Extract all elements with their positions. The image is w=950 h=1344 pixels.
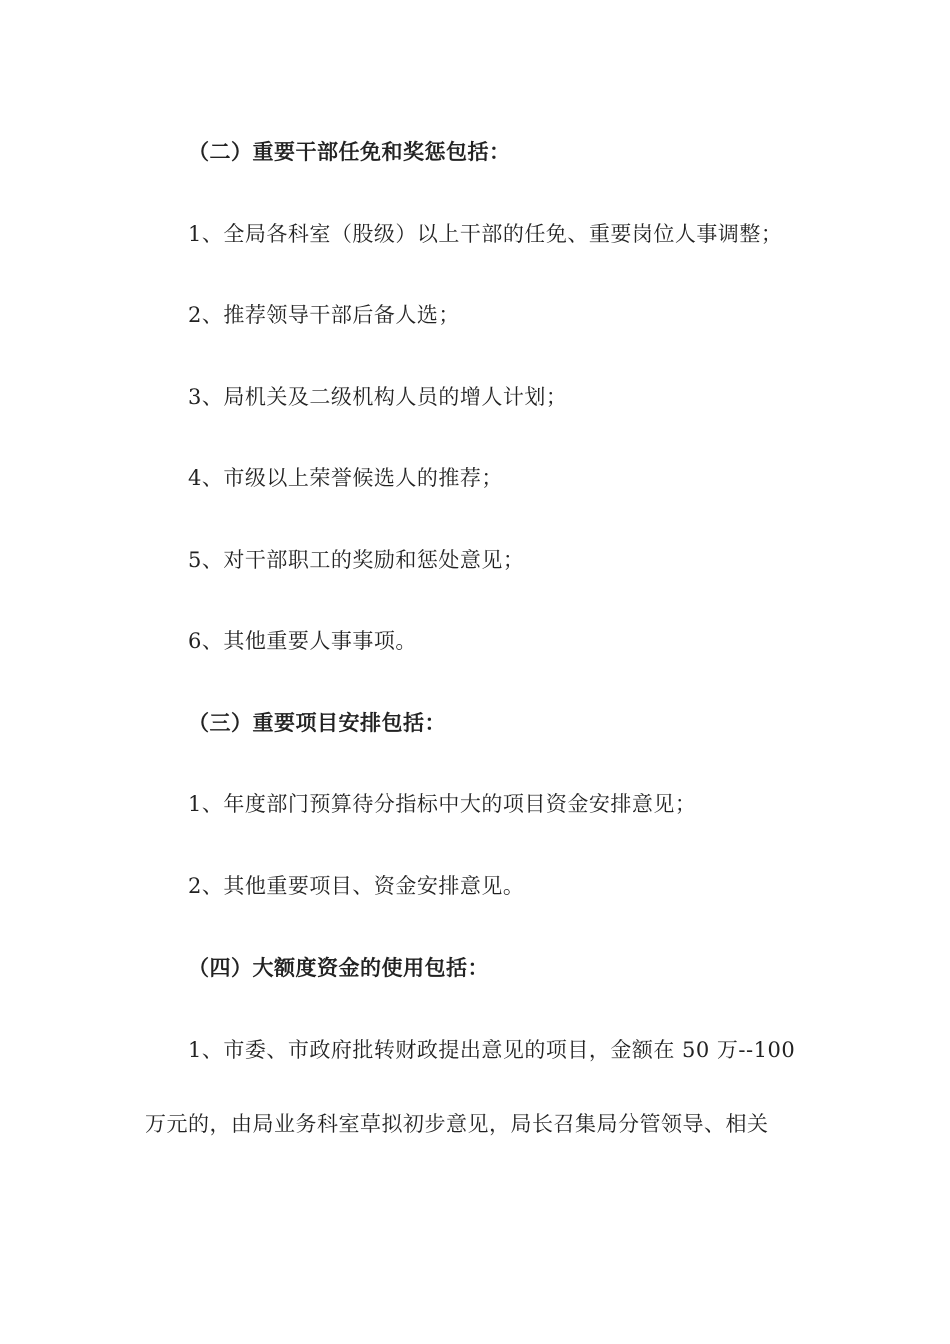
section-4-heading: （四）大额度资金的使用包括： <box>188 956 489 980</box>
section-2-item-4: 4、市级以上荣誉候选人的推荐； <box>188 466 503 490</box>
section-2-item-5: 5、对干部职工的奖励和惩处意见； <box>188 548 525 572</box>
section-2-item-6: 6、其他重要人事事项。 <box>188 629 417 653</box>
section-4-paragraph-line-2: 万元的，由局业务科室草拟初步意见，局长召集局分管领导、相关 <box>145 1112 769 1136</box>
section-2-item-1: 1、全局各科室（股级）以上干部的任免、重要岗位人事调整； <box>188 222 783 246</box>
section-3-item-1: 1、年度部门预算待分指标中大的项目资金安排意见； <box>188 792 697 816</box>
section-3-item-2: 2、其他重要项目、资金安排意见。 <box>188 874 525 898</box>
section-2-item-3: 3、局机关及二级机构人员的增人计划； <box>188 385 568 409</box>
section-2-item-2: 2、推荐领导干部后备人选； <box>188 303 460 327</box>
section-4-paragraph-line-1: 1、市委、市政府批转财政提出意见的项目，金额在 50 万--100 <box>188 1038 796 1062</box>
section-2-heading: （二）重要干部任免和奖惩包括： <box>188 140 511 164</box>
section-3-heading: （三）重要项目安排包括： <box>188 711 446 735</box>
